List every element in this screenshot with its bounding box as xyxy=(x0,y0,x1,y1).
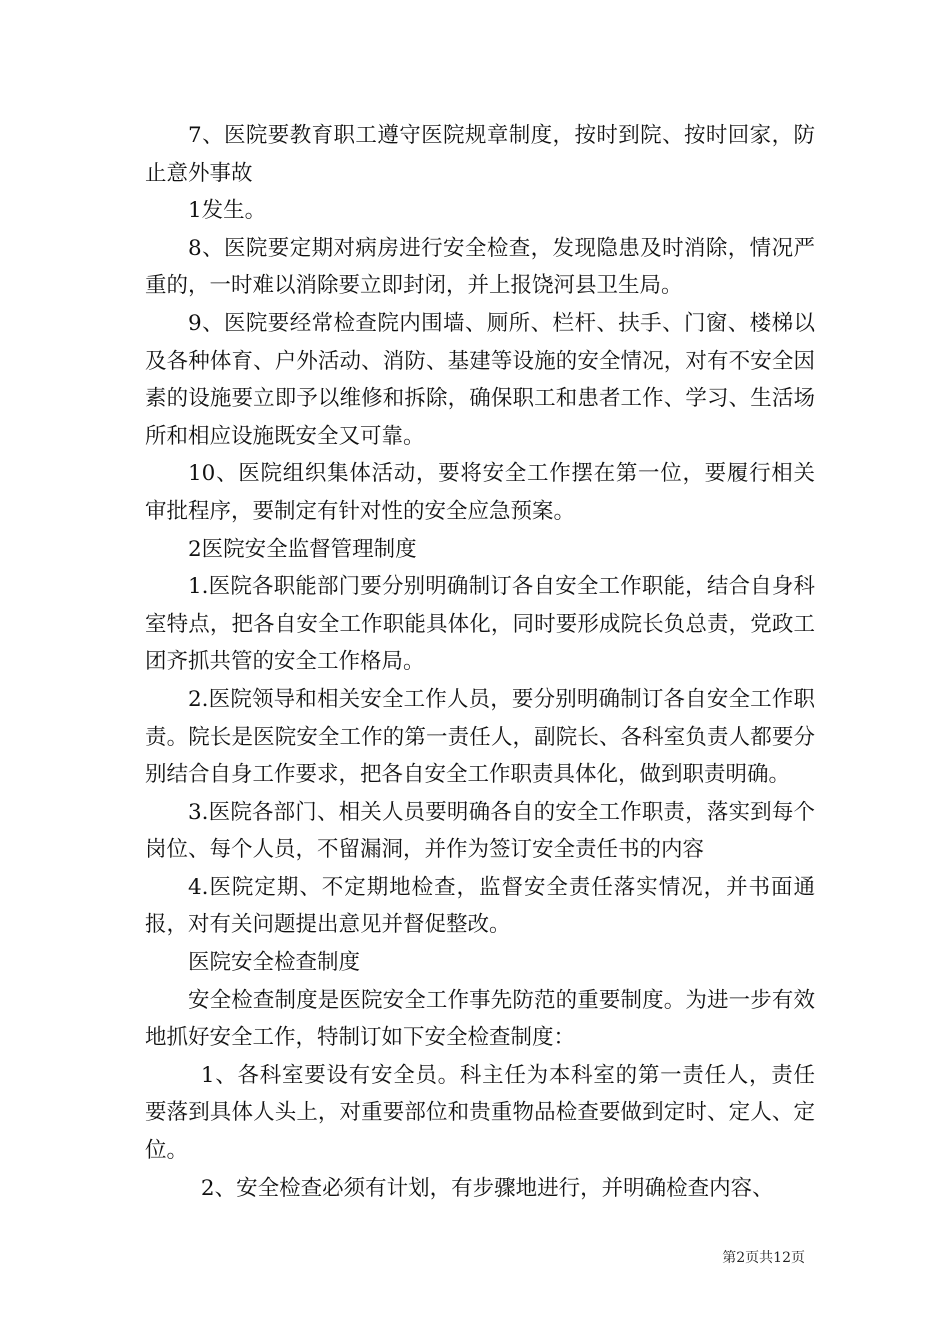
paragraph-inspection-2: 2、安全检查必须有计划，有步骤地进行，并明确检查内容、 xyxy=(200,1175,774,1201)
paragraph-item-10: 10、医院组织集体活动，要将安全工作摆在第一位，要履行相关审批程序，要制定有针对性的安全应急预案。 xyxy=(145,461,815,524)
paragraph-inspection-intro: 安全检查制度是医院安全工作事先防范的重要制度。为进一步有效地抓好安全工作，特制订如下安全检查制度： xyxy=(145,987,815,1051)
section-heading-supervision: 2医院安全监督管理制度 xyxy=(188,536,417,562)
page-number-footer: 第2页共12页 xyxy=(722,1250,805,1266)
paragraph-inspection-1: 1、各科室要设有安全员。科主任为本科室的第一责任人，责任要落到具体人头上，对重要部位和贵重物品检查要做到定时、定人、定位。 xyxy=(145,1062,815,1164)
document-body xyxy=(145,117,815,1207)
paragraph-item-8: 8、医院要定期对病房进行安全检查，发现隐患及时消除，情况严重的，一时难以消除要立即封闭，并上报饶河县卫生局。 xyxy=(145,235,815,299)
paragraph-supervision-4: 4.医院定期、不定期地检查，监督安全责任落实情况，并书面通报，对有关问题提出意见并督促整改。 xyxy=(145,874,815,938)
paragraph-supervision-3: 3.医院各部门、相关人员要明确各自的安全工作职责，落实到每个岗位、每个人员，不留漏洞，并作为签订安全责任书的内容 xyxy=(145,799,815,863)
paragraph-item-7: 7、医院要教育职工遵守医院规章制度，按时到院、按时回家，防止意外事故 xyxy=(145,123,815,186)
paragraph-item-9: 9、医院要经常检查院内围墙、厕所、栏杆、扶手、门窗、楼梯以及各种体育、户外活动、消防、基建等设施的安全情况，对有不安全因素的设施要立即予以维修和拆除，确保职工和患者工作、学习、生活场所和相应设施既安全又可靠。 xyxy=(145,310,815,449)
paragraph-fragment: 1发生。 xyxy=(188,198,267,224)
paragraph-supervision-1: 1.医院各职能部门要分别明确制订各自安全工作职能，结合自身科室特点，把各自安全工作职能具体化，同时要形成院长负总责，党政工团齐抓共管的安全工作格局。 xyxy=(145,574,815,675)
section-heading-inspection: 医院安全检查制度 xyxy=(188,950,361,976)
paragraph-supervision-2: 2.医院领导和相关安全工作人员，要分别明确制订各自安全工作职责。院长是医院安全工作的第一责任人，副院长、各科室负责人都要分别结合自身工作要求，把各自安全工作职责具体化，做到职责明确。 xyxy=(145,686,815,788)
